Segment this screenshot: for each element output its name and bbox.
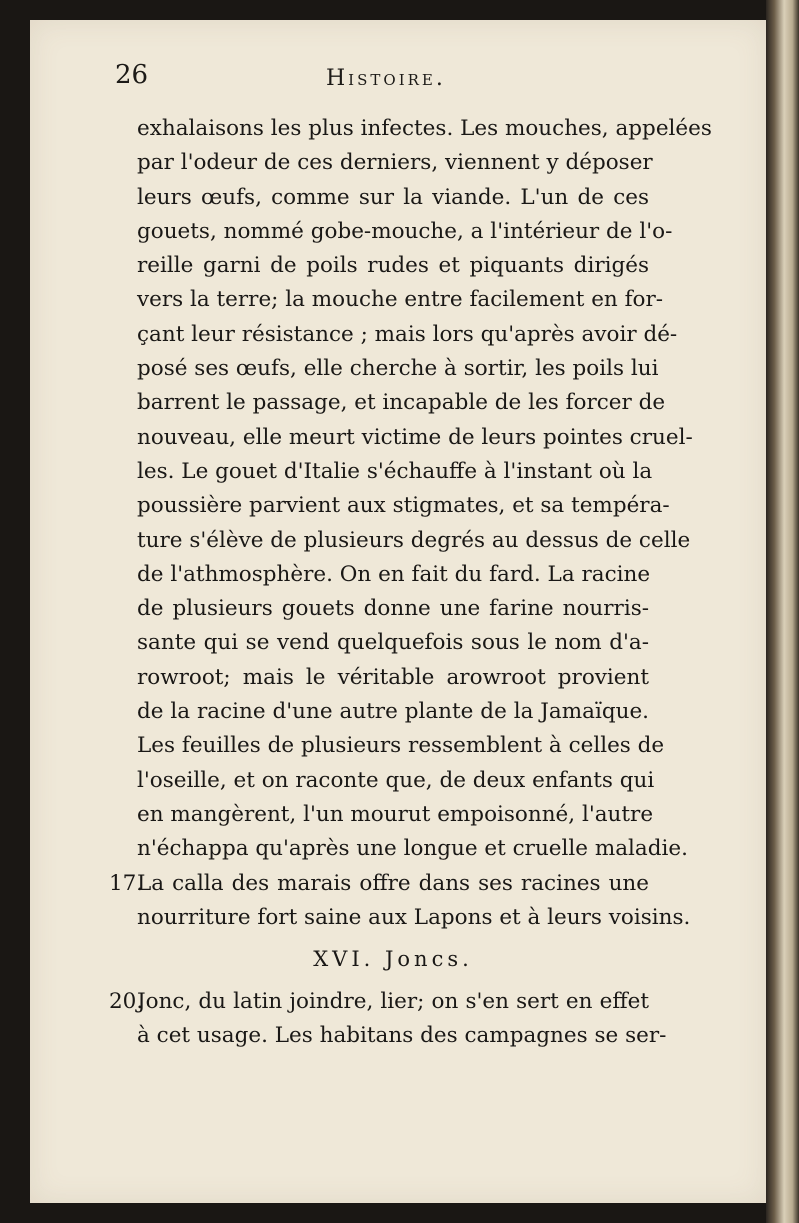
page-body: [109, 112, 712, 1054]
paragraph-17: [109, 867, 691, 936]
text-line: sante qui se vend quelquefois sous le nom d'a-: [137, 630, 649, 656]
text-line: n'échappa qu'après une longue et cruelle maladie.: [137, 836, 688, 862]
text-line: de l'athmosphère. On en fait du fard. La racine: [137, 561, 651, 587]
text-line: en mangèrent, l'un mourut empoisonné, l'autre: [137, 801, 654, 827]
text-line: vers la terre; la mouche entre facilement en for-: [137, 287, 664, 313]
paragraph-number: 17.: [109, 870, 144, 896]
text-line: par l'odeur de ces derniers, viennent y déposer: [137, 150, 653, 176]
paragraph-number: 20.: [109, 989, 144, 1015]
text-line: Les feuilles de plusieurs ressemblent à celles de: [137, 733, 665, 759]
text-line: leurs œufs, comme sur la viande. L'un de ces: [137, 184, 649, 210]
text-line: nouveau, elle meurt victime de leurs pointes cruel-: [137, 424, 693, 450]
text-line: nourriture fort saine aux Lapons et à leurs voisins.: [137, 904, 691, 930]
text-line: barrent le passage, et incapable de les forcer de: [137, 390, 666, 416]
text-line: de la racine d'une autre plante de la Jamaïque.: [137, 699, 649, 725]
paragraph-1: [137, 112, 712, 867]
text-line: reille garni de poils rudes et piquants dirigés: [137, 253, 649, 279]
text-line: exhalaisons les plus infectes. Les mouches, appelées: [137, 116, 712, 141]
paragraph-20: [109, 985, 667, 1054]
text-line: poussière parvient aux stigmates, et sa tempéra-: [137, 493, 670, 519]
text-line: ture s'élève de plusieurs degrés au dessus de celle: [137, 527, 691, 553]
book-spine: [766, 0, 799, 1223]
text-line: à cet usage. Les habitans des campagnes se ser-: [137, 1023, 667, 1049]
text-line: rowroot; mais le véritable arowroot provient: [137, 664, 649, 690]
text-line: Jonc, du latin joindre, lier; on s'en sert en effet: [137, 989, 649, 1015]
text-line: l'oseille, et on raconte que, de deux enfants qui: [137, 767, 655, 793]
text-line: les. Le gouet d'Italie s'échauffe à l'instant où la: [137, 458, 653, 484]
text-line: posé ses œufs, elle cherche à sortir, les poils lui: [137, 356, 659, 382]
section-heading: XVI. Joncs.: [313, 947, 473, 972]
running-head: Histoire.: [326, 66, 446, 91]
page-number: 26: [115, 60, 149, 90]
text-line: gouets, nommé gobe-mouche, a l'intérieur de l'o-: [137, 218, 673, 244]
text-line: La calla des marais offre dans ses racines une: [137, 870, 649, 896]
text-line: de plusieurs gouets donne une farine nourris-: [137, 596, 649, 622]
text-line: çant leur résistance ; mais lors qu'après avoir dé-: [137, 321, 678, 347]
